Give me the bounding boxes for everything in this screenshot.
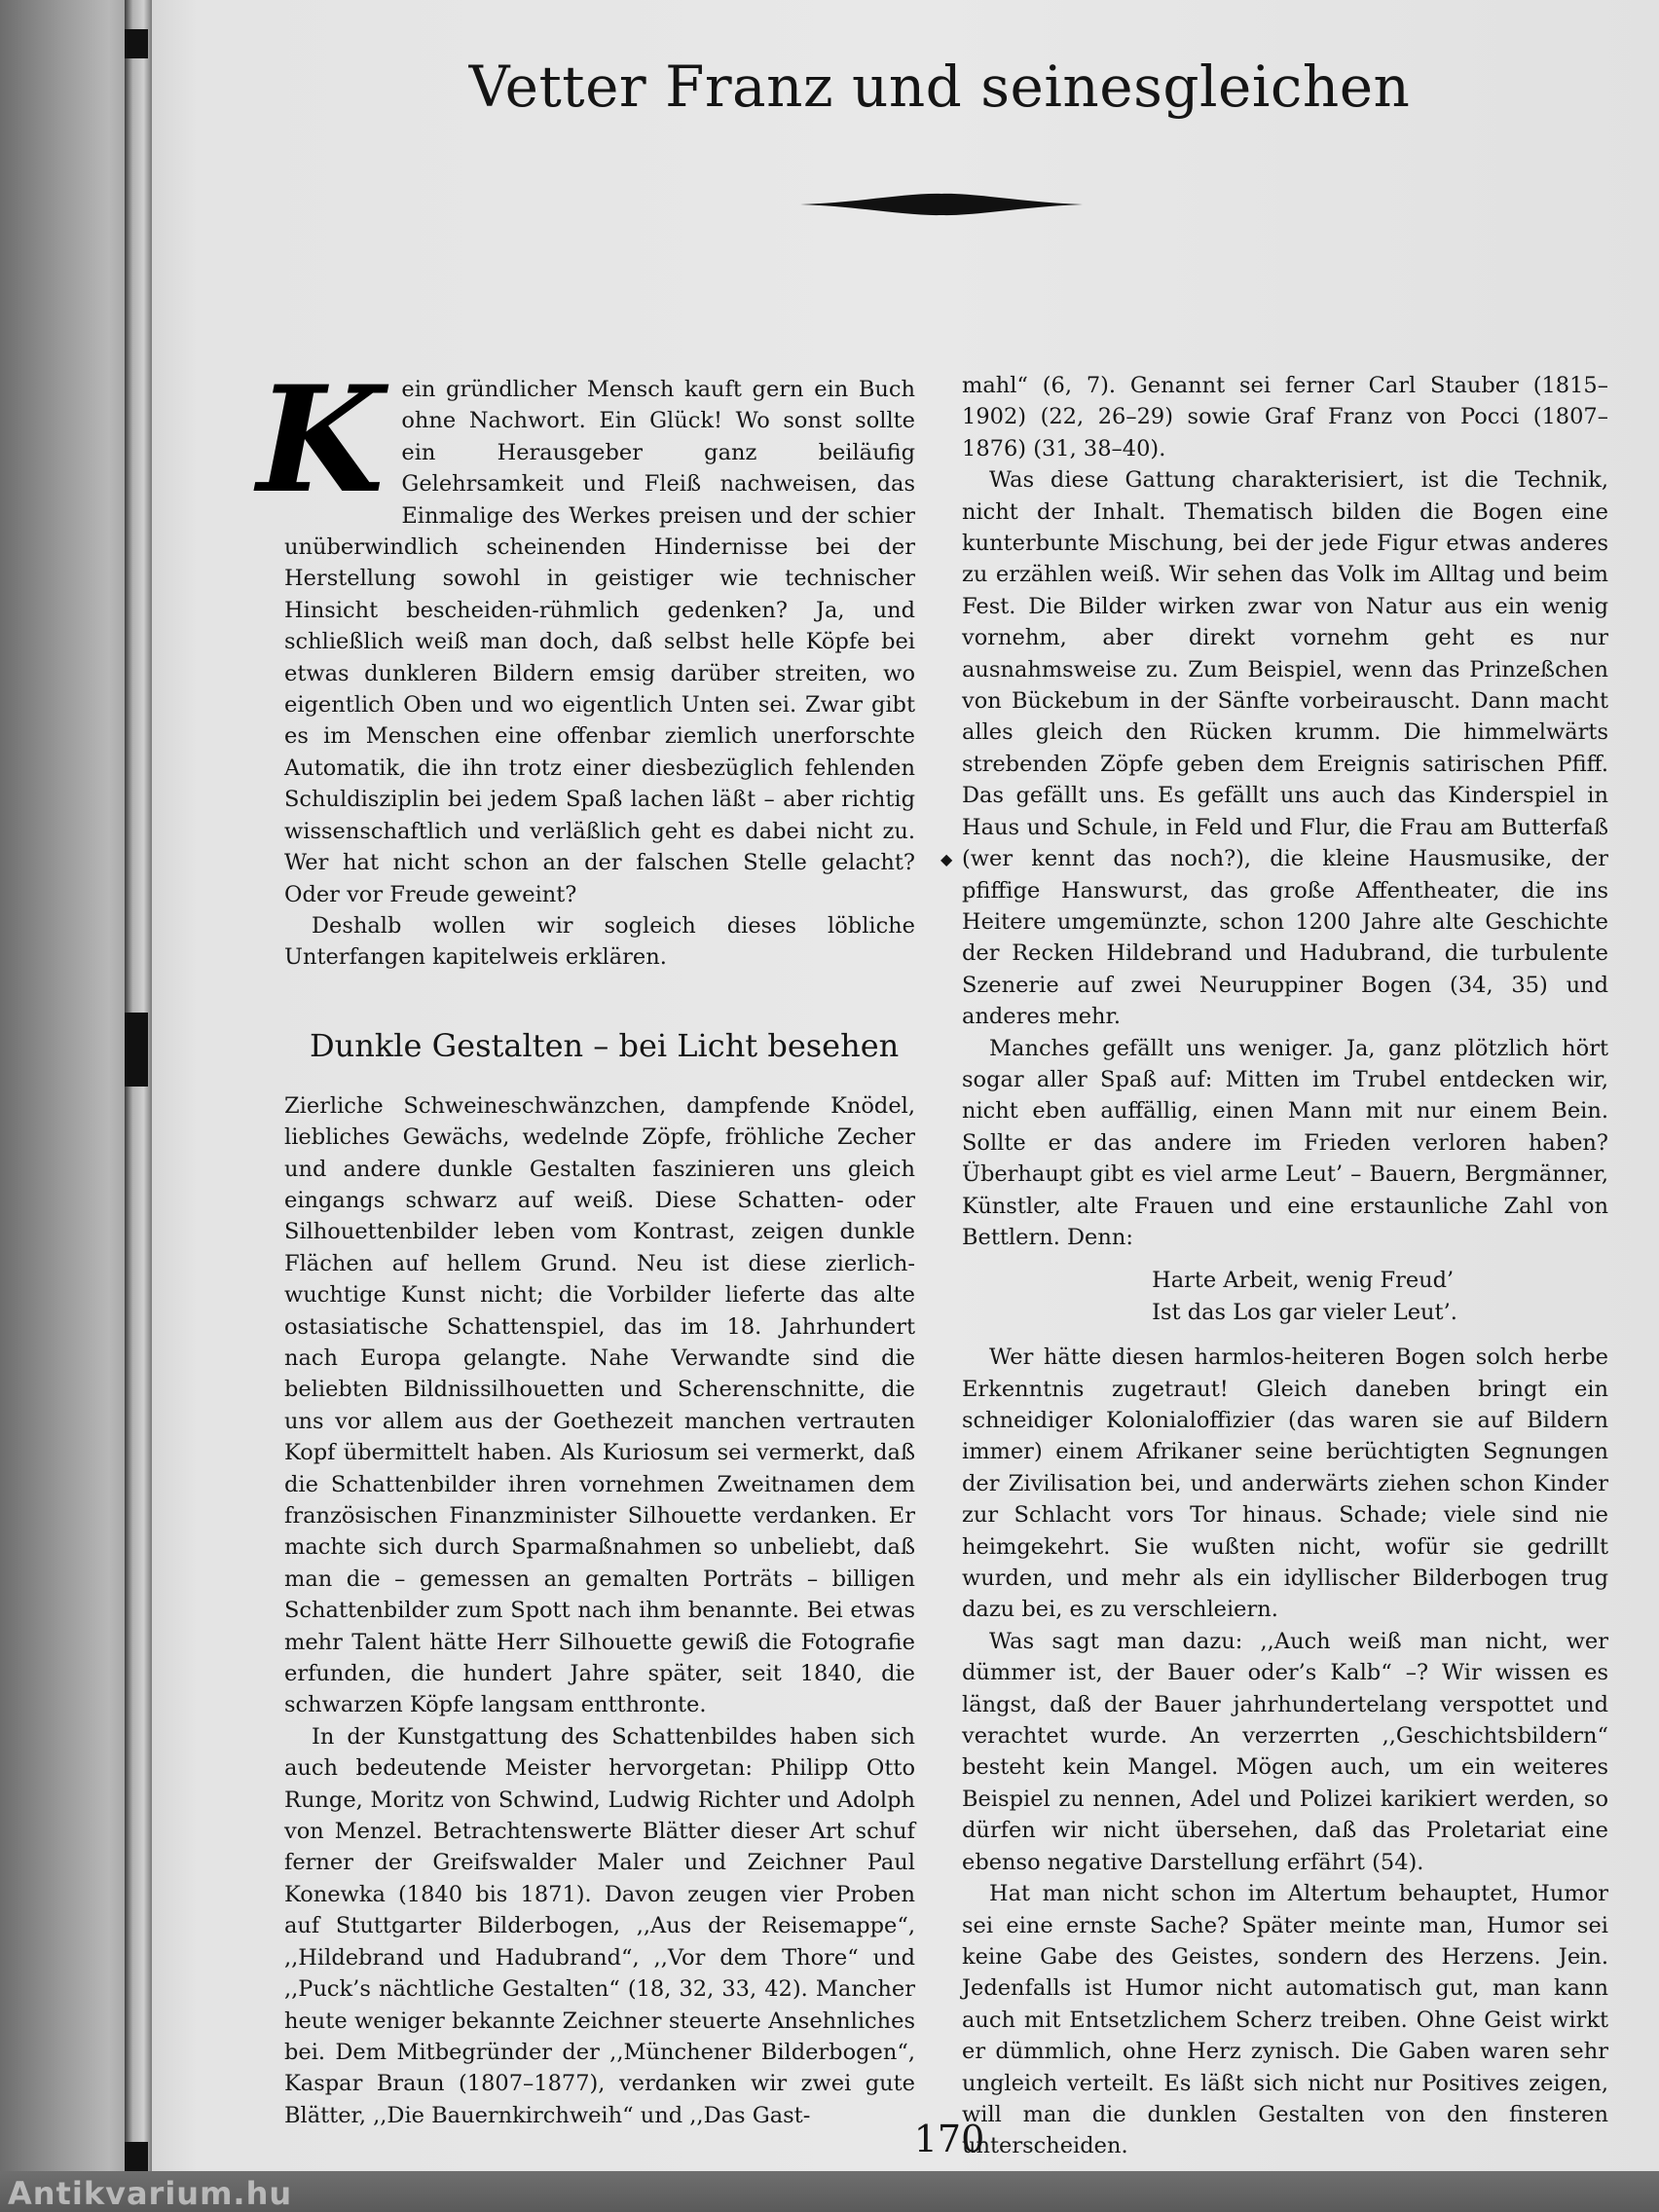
section-paragraph-1: Zierliche Schweineschwänzchen, dampfende Knödel, liebliches Gewächs, wedelnde Zöpfe, fröhliche Zecher und andere dunkle Gestalten faszinieren uns gleich eingangs schwarz auf weiß. Diese Schatten- oder Silhouettenbilder leben vom Kontrast, zeigen dunkle Flächen auf hellem Grund. Neu ist diese zierlich-wuchtige Kunst nicht; die Vorbilder lieferte das alte ostasiatische Schattenspiel, das im 18. Jahrhundert nach Europa gelangte. Nahe Verwandte sind die beliebten Bildnissilhouetten und Scherenschnitte, die uns vor allem aus der Goethezeit manchen vertrauten Kopf übermittelt haben. Als Kuriosum sei vermerkt, daß die Schattenbilder ihren vornehmen Zweitnamen dem französischen Finanzminister Silhouette verdanken. Er machte sich durch Sparmaßnahmen so unbeliebt, daß man die – gemessen an gemalten Porträts – billigen Schattenbilder zum Spott nach ihm benannte. Bei etwas mehr Talent hätte Herr Silhouette gewiß die Fotografie erfunden, die hundert Jahre später, seit 1840, die schwarzen Köpfe langsam entthronte. [284,1092,915,1718]
binding-strip [125,0,152,2212]
drop-cap: K [257,354,385,526]
right-paragraph-2: Was diese Gattung charakterisiert, ist die Technik, nicht der Inhalt. Thematisch bilden die Bogen eine kunterbunte Mischung, bei der jede Figur etwas anderes zu erzählen weiß. Wir sehen das Volk im Alltag und beim Fest. Die Bilder wirken zwar von Natur aus ein wenig vornehm, aber direkt vornehm geht es nur ausnahmsweise zu. Zum Beispiel, wenn das Prinzeßchen von Bückebum in der Sänfte vorbeirauscht. Dann macht alles gleich den Rücken krumm. Die himmelwärts strebenden Zöpfe geben dem Ereignis satirischen Pfiff. Das gefällt uns. Es gefällt uns auch das Kinderspiel in Haus und Schule, in Feld und Flur, die Frau am Butterfaß (wer kennt das noch?), die kleine Hausmusike, der pfiffige Hanswurst, das große Affentheater, die ins Heitere umgemünzte, schon 1200 Jahre alte Geschichte der Recken Hildebrand und Hadubrand, die turbulente Szenerie auf zwei Neuruppiner Bogen (34, 35) und anderes mehr. [962,467,1608,1030]
page-number: 170 [913,2118,985,2160]
verse-line-1: Harte Arbeit, wenig Freud’ [1152,1268,1455,1294]
binding-mark-top [125,29,148,58]
verse-quote [962,1265,1608,1328]
section-paragraph-2: In der Kunstgattung des Schattenbildes haben sich auch bedeutende Meister hervorgetan: Philipp Otto Runge, Moritz von Schwind, Ludwig Richter und Adolph von Menzel. Betrachtenswerte Blätter dieser Art schuf ferner der Greifswalder Maler und Zeichner Paul Konewka (1840 bis 1871). Davon zeugen vier Proben auf Stuttgarter Bilderbogen, ,,Aus der Reisemappe“, ,,Hildebrand und Hadubrand“, ,,Vor dem Thore“ und ,,Puck’s nächtliche Gestalten“ (18, 32, 33, 42). Mancher heute weniger bekannte Zeichner steuerte Ansehnliches bei. Dem Mitbegründer der ,,Münchener Bilderbogen“, Kaspar Braun (1807–1877), verdanken wir zwei gute Blätter, ,,Die Bauernkirchweih“ und ,,Das Gast- [284,1723,915,2128]
right-paragraph-4: Wer hätte diesen harmlos-heiteren Bogen solch herbe Erkenntnis zugetraut! Gleich daneben bringt ein schneidiger Kolonialoffizier (das waren sie auf Bildern immer) einem Afrikaner seine berüchtigten Segnungen der Zivilisation bei, und anderwärts ziehen schon Kinder zur Schlacht vors Tor hinaus. Schade; viele sind nie heimgekehrt. Sie wußten nicht, wofür sie gedrillt wurden, und mehr als ein idyllischer Bilderbogen trug dazu bei, es zu verschleiern. [962,1345,1608,1623]
intro-paragraph-2: Deshalb wollen wir sogleich dieses löbliche Unterfangen kapitelweis erklären. [284,912,915,971]
right-column [962,370,1608,2162]
margin-mark-icon: ◆ [940,850,953,868]
verse-line-2: Ist das Los gar vieler Leut’. [1152,1299,1457,1325]
right-paragraph-3: Manches gefällt uns weniger. Ja, ganz plötzlich hört sogar aller Spaß auf: Mitten im Trubel entdecken wir, nicht eben auffällig, einen Mann mit nur einem Bein. Sollte er das andere im Frieden verloren haben? Überhaupt gibt es viel arme Leut’ – Bauern, Bergmänner, Künstler, alte Frauen und eine erstaunliche Zahl von Bettlern. Denn: [962,1035,1608,1250]
section-heading: Dunkle Gestalten – bei Licht besehen [310,1026,900,1064]
title-ornament [800,191,1083,218]
intro-paragraph: ein gründlicher Mensch kauft gern ein Buch ohne Nachwort. Ein Glück! Wo sonst sollte ein Herausgeber ganz beiläufig Gelehrsamkeit und Fleiß nachweisen, das Einmalige des Werkes preisen und der schier unüberwindlich scheinenden Hindernisse bei der Herstellung sowohl in geistiger wie technischer Hinsicht bescheiden-rühmlich gedenken? Ja, und schließlich weiß man doch, daß selbst helle Köpfe bei etwas dunkleren Bildern emsig darüber streiten, wo eigentlich Oben und wo eigentlich Unten sei. Zwar gibt es im Menschen eine offenbar ziemlich unerforschte Automatik, die ihn trotz einer diesbezüglich fehlenden Schuldisziplin bei jedem Spaß lachen läßt – aber richtig wissenschaftlich und verläßlich geht es dabei nicht zu. Wer hat nicht schon an der falschen Stelle gelacht? Oder vor Freude geweint? [284,377,915,907]
binding-mark-middle [125,1013,148,1087]
page-title: Vetter Franz und seinesgleichen [468,54,1411,120]
right-paragraph-1: mahl“ (6, 7). Genannt sei ferner Carl Stauber (1815–1902) (22, 26–29) sowie Graf Franz von Pocci (1807–1876) (31, 38–40). [962,373,1608,461]
binding-mark-bottom [125,2142,148,2171]
watermark: Antikvarium.hu [8,2175,293,2212]
left-column [257,354,915,2131]
right-paragraph-6: Hat man nicht schon im Altertum behauptet, Humor sei eine ernste Sache? Später meinte man, Humor sei keine Gabe des Geistes, sondern des Herzens. Jein. Jedenfalls ist Humor nicht automatisch gut, man kann auch mit Entsetzlichem Scherz treiben. Ohne Geist wirkt er dümmlich, ohne Herz zynisch. Die Gaben waren sehr ungleich verteilt. Es läßt sich nicht nur Positives zeigen, will man die dunklen Gestalten von den finsteren unterscheiden. [962,1881,1608,2159]
right-paragraph-5: Was sagt man dazu: ,,Auch weiß man nicht, wer dümmer ist, der Bauer oder’s Kalb“ –? Wir wissen es längst, daß der Bauer jahrhundertelang verspottet und verachtet wurde. An verzerrten ,,Geschichtsbildern“ besteht kein Mangel. Mögen auch, um ein weiteres Beispiel zu nennen, Adel und Polizei karikiert werden, so dürfen wir nicht übersehen, daß das Proletariat eine ebenso negative Darstellung erfährt (54). [962,1628,1608,1875]
